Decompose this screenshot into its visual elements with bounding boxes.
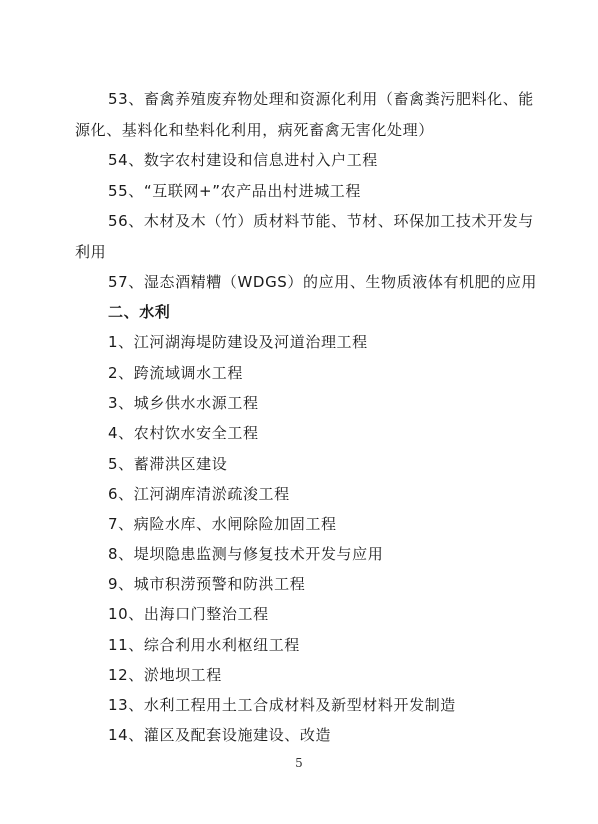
text-line-55: 55、“互联网+”农产品出村进城工程 — [108, 182, 361, 200]
list-item-14: 14、灌区及配套设施建设、改造 — [108, 726, 332, 744]
page-number: 5 — [295, 756, 303, 770]
list-item-9: 9、城市积涝预警和防洪工程 — [108, 575, 306, 593]
list-item-10: 10、出海口门整治工程 — [108, 605, 269, 623]
list-item-11: 11、综合利用水利枢纽工程 — [108, 636, 300, 654]
list-item-4: 4、农村饮水安全工程 — [108, 424, 259, 442]
list-item-12: 12、淤地坝工程 — [108, 666, 222, 684]
text-line-54: 54、数字农村建设和信息进村入户工程 — [108, 151, 378, 169]
section-heading-water: 二、水利 — [108, 303, 171, 321]
list-item-2: 2、跨流域调水工程 — [108, 364, 243, 382]
list-item-13: 13、水利工程用土工合成材料及新型材料开发制造 — [108, 696, 456, 714]
text-line-57: 57、湿态酒精糟（WDGS）的应用、生物质液体有机肥的应用 — [108, 273, 538, 291]
text-line-56-start: 56、木材及木（竹）质材料节能、节材、环保加工技术开发与 — [108, 212, 534, 230]
list-item-1: 1、江河湖海堤防建设及河道治理工程 — [108, 333, 368, 351]
text-line-56-cont: 利用 — [75, 243, 107, 261]
list-item-5: 5、蓄滞洪区建设 — [108, 455, 228, 473]
text-line-53-cont: 源化、基料化和垫料化利用，病死畜禽无害化处理） — [75, 121, 434, 139]
text-line-53-start: 53、畜禽养殖废弃物处理和资源化利用（畜禽粪污肥料化、能 — [108, 90, 534, 108]
list-item-8: 8、堤坝隐患监测与修复技术开发与应用 — [108, 545, 384, 563]
list-item-6: 6、江河湖库清淤疏浚工程 — [108, 485, 290, 503]
list-item-3: 3、城乡供水水源工程 — [108, 394, 259, 412]
list-item-7: 7、病险水库、水闸除险加固工程 — [108, 515, 337, 533]
